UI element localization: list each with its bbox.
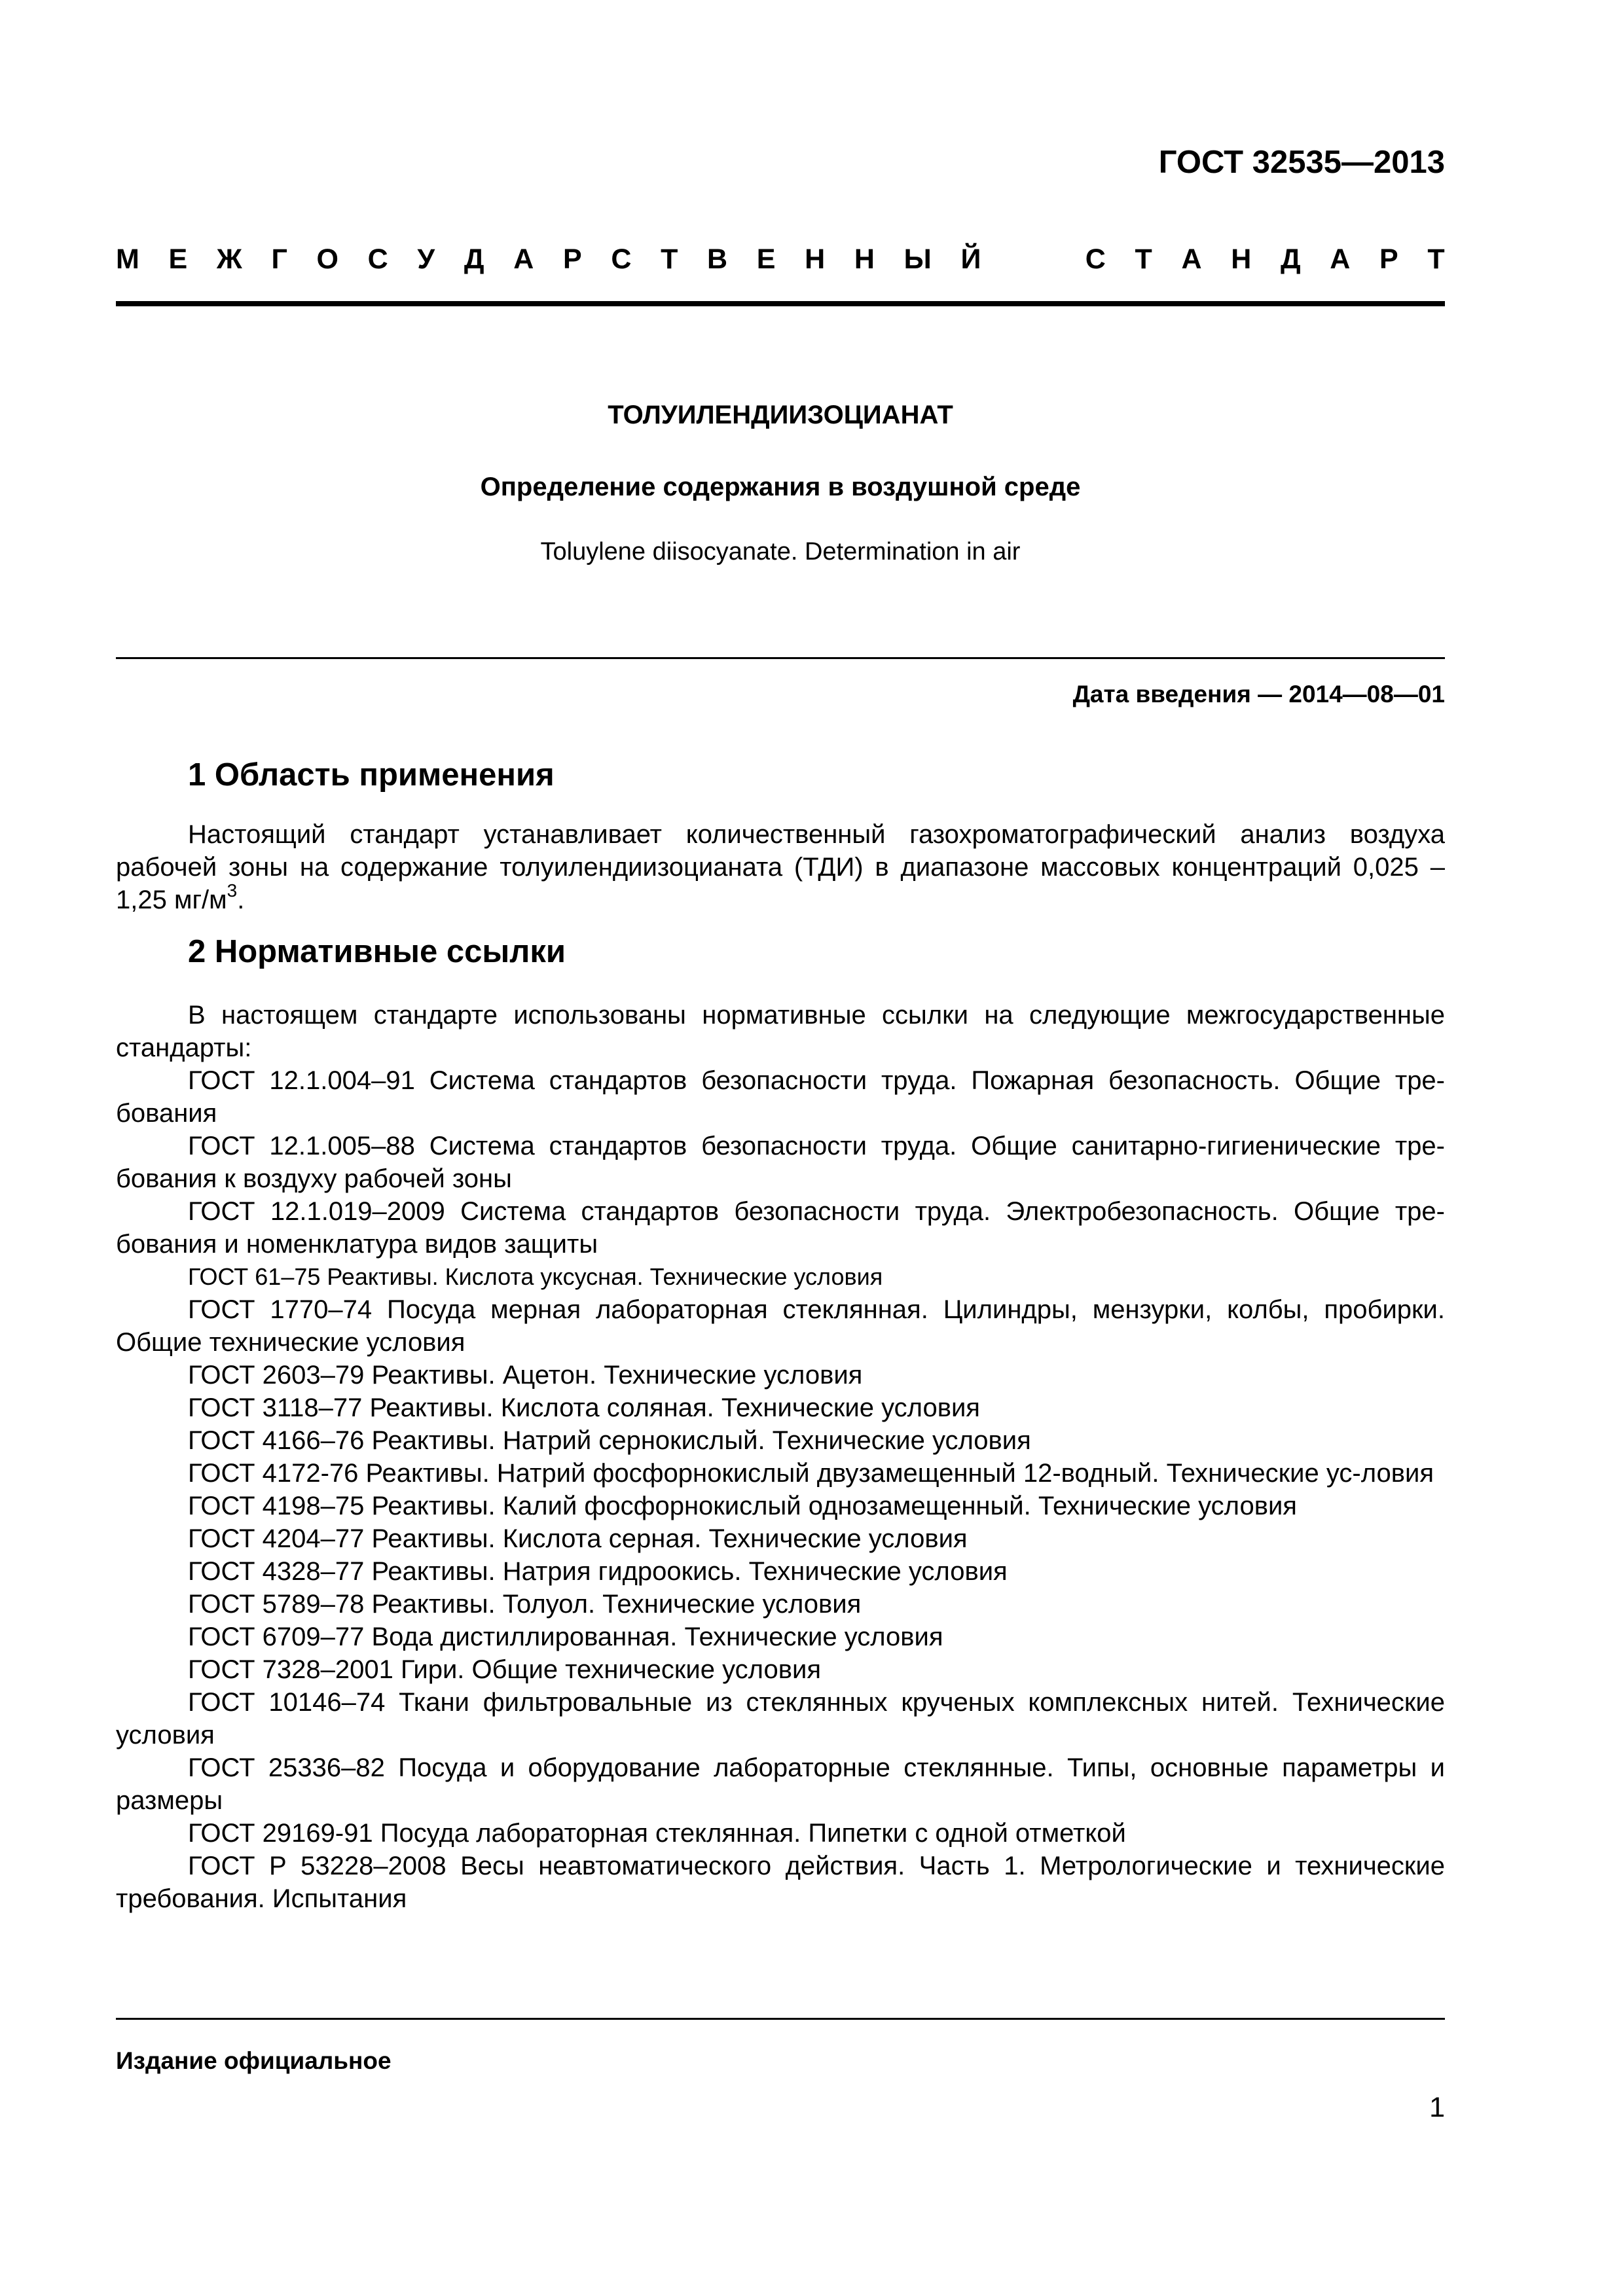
normative-reference: ГОСТ 12.1.004–91 Система стандартов безопасности труда. Пожарная безопасность. Общие тре-бования [116, 1066, 1445, 1128]
banner-letter: Е [756, 243, 776, 275]
banner-letter: У [417, 243, 435, 275]
normative-reference: ГОСТ 12.1.019–2009 Система стандартов безопасности труда. Электробезопасность. Общие тре-бования и номенклатура видов защиты [116, 1197, 1445, 1259]
banner-letter: Ж [216, 243, 242, 275]
section-1-heading: 1 Область применения [188, 757, 555, 793]
document-title-english: Toluylene diisocyanate. Determination in air [540, 538, 1021, 565]
banner-letter: С [611, 243, 632, 275]
banner-letter: А [1330, 243, 1351, 275]
normative-reference: ГОСТ 4198–75 Реактивы. Калий фосфорнокислый однозамещенный. Технические условия [188, 1492, 1297, 1520]
banner-letter: М [116, 243, 139, 275]
normative-reference: ГОСТ 4204–77 Реактивы. Кислота серная. Технические условия [188, 1524, 968, 1553]
banner-letter: В [707, 243, 728, 275]
banner-letter: А [1181, 243, 1202, 275]
doc-number: ГОСТ 32535—2013 [1158, 145, 1445, 180]
normative-reference: ГОСТ 12.1.005–88 Система стандартов безопасности труда. Общие санитарно-гигиенические тре-бования к воздуху рабочей зоны [116, 1132, 1445, 1193]
document-body [116, 754, 1445, 1915]
normative-reference: ГОСТ 6709–77 Вода дистиллированная. Технические условия [188, 1623, 943, 1651]
normative-reference: ГОСТ 4172-76 Реактивы. Натрий фосфорнокислый двузамещенный 12-водный. Технические ус-ловия [188, 1459, 1434, 1488]
normative-reference: ГОСТ 29169-91 Посуда лабораторная стеклянная. Пипетки с одной отметкой [188, 1819, 1126, 1848]
banner-letter: Ы [903, 243, 932, 275]
normative-reference: ГОСТ 3118–77 Реактивы. Кислота соляная. Технические условия [188, 1393, 980, 1422]
footer-divider [116, 2018, 1445, 2020]
normative-reference: ГОСТ 7328–2001 Гири. Общие технические условия [188, 1655, 821, 1684]
normative-reference: ГОСТ 10146–74 Ткани фильтровальные из стеклянных крученых комплексных нитей. Технические условия [116, 1688, 1445, 1749]
banner-letter: Н [854, 243, 875, 275]
normative-reference: ГОСТ 25336–82 Посуда и оборудование лабораторные стеклянные. Типы, основные параметры и размеры [116, 1753, 1445, 1815]
banner-word-gap [1010, 243, 1056, 276]
banner-letter: Р [1379, 243, 1398, 275]
banner-letter: С [1085, 243, 1106, 275]
document-subtitle: Определение содержания в воздушной среде [480, 473, 1081, 501]
banner-letter: А [513, 243, 534, 275]
introduction-date: Дата введения — 2014—08—01 [1072, 681, 1445, 708]
section-1-paragraph [116, 818, 1445, 916]
document-title: ТОЛУИЛЕНДИИЗОЦИАНАТ [608, 401, 953, 429]
banner-letter: Д [1280, 243, 1301, 275]
section-2-heading: 2 Нормативные ссылки [188, 934, 566, 969]
section-1-text: Настоящий стандарт устанавливает количественный газохроматографический анализ воздуха рабочей зоны на содержание толуилендиизоцианата (ТДИ) в диапазоне массовых концентраций 0,025 – 1,25 мг/м [116, 820, 1445, 914]
banner-letter: Т [1135, 243, 1152, 275]
normative-reference: ГОСТ 1770–74 Посуда мерная лабораторная стеклянная. Цилиндры, мензурки, колбы, пробирки. Общие технические условия [116, 1295, 1445, 1357]
section-2-intro: В настоящем стандарте использованы нормативные ссылки на следующие межгосударственные стандарты: [116, 1001, 1445, 1062]
title-divider [116, 657, 1445, 659]
page-number: 1 [1429, 2092, 1445, 2123]
interstate-standard-banner [116, 243, 1445, 276]
unit-superscript: 3 [227, 880, 238, 901]
banner-letter: С [367, 243, 388, 275]
header-divider [116, 301, 1445, 306]
banner-letter: Р [562, 243, 582, 275]
banner-letter: Г [271, 243, 287, 275]
normative-reference: ГОСТ 4328–77 Реактивы. Натрия гидроокись. Технические условия [188, 1557, 1008, 1586]
normative-reference: ГОСТ Р 53228–2008 Весы неавтоматического действия. Часть 1. Метрологические и технические требования. Испытания [116, 1852, 1445, 1913]
banner-letter: Е [168, 243, 188, 275]
banner-letter: Т [661, 243, 678, 275]
banner-letter: Д [464, 243, 484, 275]
normative-reference: ГОСТ 2603–79 Реактивы. Ацетон. Технические условия [188, 1361, 863, 1390]
banner-letter: Т [1427, 243, 1445, 275]
banner-letter: Н [1231, 243, 1252, 275]
official-edition-label: Издание официальное [116, 2047, 392, 2074]
normative-reference: ГОСТ 61–75 Реактивы. Кислота уксусная. Технические условия [188, 1263, 883, 1290]
banner-letter: Й [960, 243, 981, 275]
normative-reference: ГОСТ 4166–76 Реактивы. Натрий сернокислый. Технические условия [188, 1426, 1031, 1455]
section-1-text-end: . [237, 886, 245, 914]
banner-letter: О [316, 243, 338, 275]
banner-letter: Н [805, 243, 826, 275]
normative-reference: ГОСТ 5789–78 Реактивы. Толуол. Технические условия [188, 1590, 862, 1619]
